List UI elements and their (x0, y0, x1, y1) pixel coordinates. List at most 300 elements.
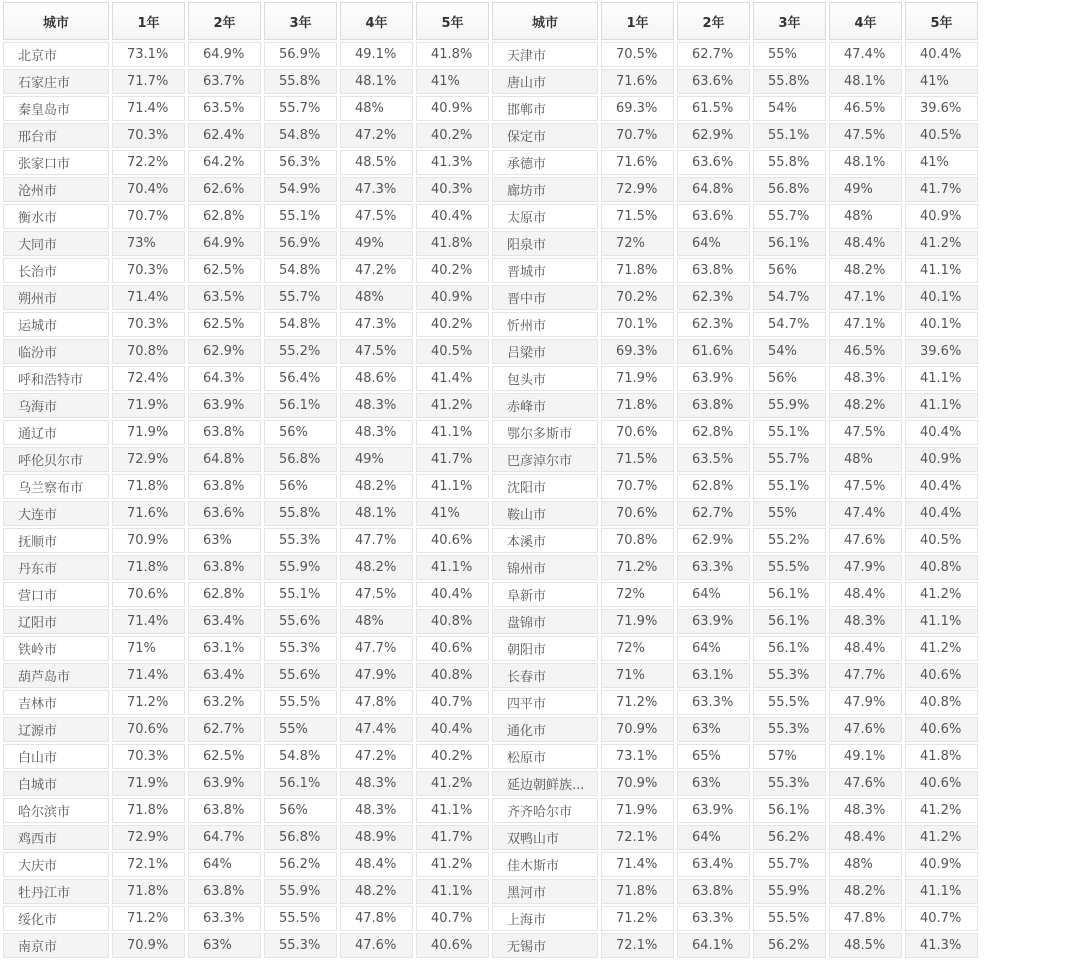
rate-cell: 63.8% (188, 555, 261, 580)
rate-cell: 71.5% (601, 204, 674, 229)
rate-cell: 40.1% (905, 312, 978, 337)
rate-cell: 41.2% (416, 852, 489, 877)
rate-cell: 47.3% (340, 177, 413, 202)
rate-cell: 48.2% (829, 879, 902, 904)
rate-cell: 55.1% (264, 204, 337, 229)
rate-cell: 70.6% (112, 582, 185, 607)
rate-cell: 56.1% (264, 771, 337, 796)
header-year: 3年 (753, 2, 826, 40)
header-row (3, 2, 978, 40)
city-cell: 本溪市 (492, 528, 598, 553)
rate-cell: 72.1% (601, 933, 674, 958)
city-cell: 朝阳市 (492, 636, 598, 661)
rate-cell: 55% (264, 717, 337, 742)
rate-cell: 55% (753, 42, 826, 67)
rate-cell: 70.7% (601, 474, 674, 499)
rate-cell: 48% (340, 285, 413, 310)
rate-cell: 41.3% (905, 933, 978, 958)
rate-cell: 41.2% (416, 771, 489, 796)
rate-cell: 41.2% (905, 582, 978, 607)
city-cell: 阜新市 (492, 582, 598, 607)
rate-cell: 48% (340, 96, 413, 121)
rate-cell: 47.6% (340, 933, 413, 958)
header-year: 4年 (829, 2, 902, 40)
rate-cell: 61.5% (677, 96, 750, 121)
city-cell: 抚顺市 (3, 528, 109, 553)
rate-cell: 40.2% (416, 744, 489, 769)
rate-cell: 41.1% (905, 879, 978, 904)
city-cell: 承德市 (492, 150, 598, 175)
rate-cell: 63.8% (677, 258, 750, 283)
rate-cell: 40.8% (416, 609, 489, 634)
rate-cell: 55.9% (753, 393, 826, 418)
city-cell: 阳泉市 (492, 231, 598, 256)
city-cell: 佳木斯市 (492, 852, 598, 877)
rate-cell: 48.3% (829, 798, 902, 823)
rate-cell: 56.1% (753, 636, 826, 661)
rate-cell: 71.4% (601, 852, 674, 877)
rate-cell: 56.1% (753, 231, 826, 256)
rate-cell: 63% (677, 717, 750, 742)
rate-cell: 62.7% (677, 42, 750, 67)
rate-cell: 55.7% (753, 852, 826, 877)
rate-cell: 63.3% (677, 690, 750, 715)
rate-cell: 61.6% (677, 339, 750, 364)
table-row (3, 69, 978, 94)
city-cell: 乌兰察布市 (3, 474, 109, 499)
rate-cell: 54.8% (264, 312, 337, 337)
rate-cell: 48.6% (340, 366, 413, 391)
city-cell: 衡水市 (3, 204, 109, 229)
rate-cell: 71.8% (112, 879, 185, 904)
city-cell: 天津市 (492, 42, 598, 67)
header-year: 1年 (112, 2, 185, 40)
rate-cell: 49% (829, 177, 902, 202)
rate-cell: 40.9% (416, 96, 489, 121)
rate-cell: 41.2% (905, 798, 978, 823)
rate-cell: 47.7% (340, 636, 413, 661)
rate-cell: 55.8% (753, 150, 826, 175)
city-cell: 通化市 (492, 717, 598, 742)
rate-cell: 55.1% (753, 420, 826, 445)
rate-cell: 47.4% (829, 501, 902, 526)
header-year: 5年 (416, 2, 489, 40)
rate-cell: 69.3% (601, 339, 674, 364)
rate-cell: 72.4% (112, 366, 185, 391)
rate-cell: 47.9% (829, 690, 902, 715)
rate-cell: 55.7% (264, 285, 337, 310)
rate-cell: 71.9% (112, 420, 185, 445)
rate-cell: 48.4% (829, 636, 902, 661)
rate-cell: 70.8% (601, 528, 674, 553)
rate-cell: 48.1% (340, 501, 413, 526)
rate-cell: 64% (677, 582, 750, 607)
table-row (3, 555, 978, 580)
rate-cell: 41.7% (416, 825, 489, 850)
rate-cell: 63.6% (188, 501, 261, 526)
city-cell: 大同市 (3, 231, 109, 256)
city-cell: 盘锦市 (492, 609, 598, 634)
rate-cell: 55.1% (753, 474, 826, 499)
city-cell: 晋中市 (492, 285, 598, 310)
rate-cell: 48.2% (340, 879, 413, 904)
rate-cell: 40.6% (416, 528, 489, 553)
rate-cell: 71% (112, 636, 185, 661)
rate-cell: 62.8% (677, 420, 750, 445)
table-row (3, 501, 978, 526)
rate-cell: 63.9% (677, 366, 750, 391)
city-cell: 唐山市 (492, 69, 598, 94)
table-row (3, 933, 978, 958)
rate-cell: 70.3% (112, 258, 185, 283)
rate-cell: 71.4% (112, 609, 185, 634)
city-cell: 晋城市 (492, 258, 598, 283)
rate-cell: 41.2% (416, 393, 489, 418)
rate-cell: 71.9% (112, 771, 185, 796)
table-row (3, 825, 978, 850)
table-row (3, 96, 978, 121)
rate-cell: 62.7% (677, 501, 750, 526)
rate-cell: 55.6% (264, 663, 337, 688)
rate-cell: 55.6% (264, 609, 337, 634)
rate-cell: 63.9% (188, 393, 261, 418)
rate-cell: 48.4% (829, 582, 902, 607)
rate-cell: 64.7% (188, 825, 261, 850)
rate-cell: 71.2% (601, 690, 674, 715)
rate-cell: 46.5% (829, 339, 902, 364)
rate-cell: 41.8% (416, 231, 489, 256)
table-row (3, 663, 978, 688)
rate-cell: 63% (188, 933, 261, 958)
city-cell: 黑河市 (492, 879, 598, 904)
rate-cell: 49.1% (829, 744, 902, 769)
rate-cell: 48.3% (829, 609, 902, 634)
city-cell: 延边朝鲜族... (492, 771, 598, 796)
rate-cell: 63.5% (188, 285, 261, 310)
rate-cell: 41.7% (905, 177, 978, 202)
rate-cell: 72% (601, 231, 674, 256)
rate-cell: 40.5% (416, 339, 489, 364)
rate-cell: 47.1% (829, 312, 902, 337)
rate-cell: 47.7% (340, 528, 413, 553)
city-cell: 邢台市 (3, 123, 109, 148)
city-cell: 邯郸市 (492, 96, 598, 121)
rate-cell: 40.9% (905, 204, 978, 229)
city-cell: 临汾市 (3, 339, 109, 364)
rate-cell: 70.9% (601, 717, 674, 742)
rate-cell: 47.8% (340, 690, 413, 715)
rate-cell: 40.7% (416, 906, 489, 931)
rate-cell: 63.9% (677, 798, 750, 823)
city-cell: 绥化市 (3, 906, 109, 931)
rate-cell: 55.8% (264, 501, 337, 526)
rate-cell: 62.3% (677, 285, 750, 310)
rate-cell: 71.2% (112, 906, 185, 931)
rate-cell: 55.9% (264, 879, 337, 904)
rate-cell: 47.5% (829, 474, 902, 499)
table-row (3, 717, 978, 742)
rate-cell: 40.9% (905, 447, 978, 472)
rate-cell: 39.6% (905, 96, 978, 121)
rate-cell: 55.7% (753, 447, 826, 472)
rate-cell: 39.6% (905, 339, 978, 364)
rate-cell: 63.5% (188, 96, 261, 121)
rate-cell: 47.4% (829, 42, 902, 67)
table-row (3, 582, 978, 607)
rate-cell: 71.8% (601, 258, 674, 283)
rate-cell: 56.1% (264, 393, 337, 418)
rate-cell: 40.2% (416, 123, 489, 148)
rate-cell: 48.2% (829, 258, 902, 283)
rate-cell: 71.4% (112, 96, 185, 121)
table-row (3, 285, 978, 310)
rate-cell: 56.2% (753, 933, 826, 958)
rate-cell: 55.8% (753, 69, 826, 94)
rate-cell: 56% (264, 798, 337, 823)
table-row (3, 393, 978, 418)
city-cell: 锦州市 (492, 555, 598, 580)
rate-cell: 72.9% (601, 177, 674, 202)
rate-cell: 54.9% (264, 177, 337, 202)
rate-cell: 49% (340, 231, 413, 256)
city-cell: 吉林市 (3, 690, 109, 715)
rate-cell: 70.2% (601, 285, 674, 310)
rate-cell: 71.8% (112, 798, 185, 823)
rate-cell: 64% (188, 852, 261, 877)
rate-cell: 40.4% (905, 42, 978, 67)
rate-cell: 70.3% (112, 123, 185, 148)
rate-cell: 72.9% (112, 825, 185, 850)
city-cell: 四平市 (492, 690, 598, 715)
city-cell: 白城市 (3, 771, 109, 796)
rate-cell: 63% (188, 528, 261, 553)
rate-cell: 48% (829, 447, 902, 472)
rate-cell: 64.9% (188, 42, 261, 67)
rate-cell: 40.9% (905, 852, 978, 877)
rate-cell: 47.5% (829, 420, 902, 445)
city-cell: 通辽市 (3, 420, 109, 445)
rate-cell: 40.9% (416, 285, 489, 310)
rate-cell: 40.5% (905, 528, 978, 553)
city-cell: 齐齐哈尔市 (492, 798, 598, 823)
rate-cell: 63.1% (677, 663, 750, 688)
rate-cell: 56.8% (264, 447, 337, 472)
rate-cell: 62.4% (188, 123, 261, 148)
rate-cell: 70.6% (601, 501, 674, 526)
rate-cell: 62.9% (188, 339, 261, 364)
city-cell: 上海市 (492, 906, 598, 931)
rate-cell: 70.6% (601, 420, 674, 445)
rate-cell: 70.6% (112, 717, 185, 742)
rate-cell: 41% (905, 150, 978, 175)
rate-cell: 40.2% (416, 312, 489, 337)
table-row (3, 312, 978, 337)
rate-cell: 48.3% (829, 366, 902, 391)
rate-cell: 71.8% (601, 393, 674, 418)
rate-cell: 48.2% (340, 555, 413, 580)
rate-cell: 70.7% (601, 123, 674, 148)
rate-cell: 48.4% (829, 231, 902, 256)
rate-cell: 57% (753, 744, 826, 769)
rate-cell: 49% (340, 447, 413, 472)
rate-cell: 62.5% (188, 258, 261, 283)
rate-cell: 40.6% (416, 933, 489, 958)
rate-cell: 70.9% (112, 528, 185, 553)
rate-cell: 63.3% (677, 906, 750, 931)
table-row (3, 204, 978, 229)
rate-cell: 71.7% (112, 69, 185, 94)
rate-cell: 55.3% (264, 528, 337, 553)
rate-cell: 54.7% (753, 312, 826, 337)
rate-cell: 47.8% (340, 906, 413, 931)
rate-cell: 70.3% (112, 312, 185, 337)
rate-cell: 48.1% (340, 69, 413, 94)
rate-cell: 71.9% (601, 609, 674, 634)
city-cell: 秦皇岛市 (3, 96, 109, 121)
rate-cell: 70.5% (601, 42, 674, 67)
rate-cell: 73% (112, 231, 185, 256)
rate-cell: 65% (677, 744, 750, 769)
rate-cell: 64% (677, 636, 750, 661)
rate-cell: 63.9% (188, 771, 261, 796)
city-cell: 无锡市 (492, 933, 598, 958)
rate-cell: 54.8% (264, 258, 337, 283)
rate-cell: 63.4% (188, 609, 261, 634)
city-cell: 朔州市 (3, 285, 109, 310)
rate-cell: 70.8% (112, 339, 185, 364)
table-row (3, 852, 978, 877)
rate-cell: 41.1% (416, 798, 489, 823)
city-cell: 哈尔滨市 (3, 798, 109, 823)
header-year: 3年 (264, 2, 337, 40)
city-cell: 鸡西市 (3, 825, 109, 850)
rate-cell: 56.1% (753, 609, 826, 634)
rate-cell: 56.8% (264, 825, 337, 850)
rate-cell: 55.2% (753, 528, 826, 553)
rate-cell: 54% (753, 96, 826, 121)
city-cell: 沧州市 (3, 177, 109, 202)
rate-cell: 56.1% (753, 582, 826, 607)
rate-cell: 64.9% (188, 231, 261, 256)
rate-cell: 40.4% (416, 717, 489, 742)
rate-cell: 41.8% (416, 42, 489, 67)
rate-cell: 55.5% (264, 690, 337, 715)
rate-cell: 62.9% (677, 528, 750, 553)
table-row (3, 879, 978, 904)
rate-cell: 63.8% (188, 420, 261, 445)
header-city: 城市 (3, 2, 109, 40)
city-cell: 鞍山市 (492, 501, 598, 526)
rate-cell: 54% (753, 339, 826, 364)
rate-cell: 41.2% (905, 231, 978, 256)
rate-cell: 64.2% (188, 150, 261, 175)
city-cell: 南京市 (3, 933, 109, 958)
rate-cell: 40.6% (905, 663, 978, 688)
rate-cell: 40.7% (416, 690, 489, 715)
table-row (3, 42, 978, 67)
rate-cell: 41% (416, 69, 489, 94)
rate-cell: 41% (905, 69, 978, 94)
city-cell: 赤峰市 (492, 393, 598, 418)
rate-cell: 40.8% (416, 663, 489, 688)
rate-cell: 41.1% (905, 609, 978, 634)
rate-cell: 62.5% (188, 744, 261, 769)
rate-cell: 72.2% (112, 150, 185, 175)
rate-cell: 55.1% (753, 123, 826, 148)
rate-cell: 62.6% (188, 177, 261, 202)
city-cell: 廊坊市 (492, 177, 598, 202)
rate-cell: 63.6% (677, 150, 750, 175)
rate-cell: 56.9% (264, 42, 337, 67)
rate-cell: 55.3% (264, 933, 337, 958)
rate-cell: 63.6% (677, 69, 750, 94)
header-year: 2年 (677, 2, 750, 40)
city-cell: 呼伦贝尔市 (3, 447, 109, 472)
table-row (3, 123, 978, 148)
rate-cell: 72.1% (112, 852, 185, 877)
city-cell: 忻州市 (492, 312, 598, 337)
table-row (3, 744, 978, 769)
rate-cell: 55.3% (753, 663, 826, 688)
rate-cell: 63.8% (188, 474, 261, 499)
rate-cell: 40.2% (416, 258, 489, 283)
table-row (3, 771, 978, 796)
rate-cell: 72.1% (601, 825, 674, 850)
table-row (3, 636, 978, 661)
table-row (3, 798, 978, 823)
city-cell: 太原市 (492, 204, 598, 229)
table-row (3, 420, 978, 445)
rate-cell: 62.9% (677, 123, 750, 148)
rate-cell: 56.8% (753, 177, 826, 202)
rate-cell: 41.2% (905, 636, 978, 661)
rate-cell: 70.3% (112, 744, 185, 769)
rate-cell: 64.3% (188, 366, 261, 391)
city-cell: 铁岭市 (3, 636, 109, 661)
rate-cell: 71.5% (601, 447, 674, 472)
rate-cell: 71.9% (601, 798, 674, 823)
header-year: 4年 (340, 2, 413, 40)
rate-cell: 63.6% (677, 204, 750, 229)
rate-cell: 69.3% (601, 96, 674, 121)
rate-cell: 40.4% (905, 420, 978, 445)
rate-cell: 47.5% (829, 123, 902, 148)
rate-cell: 55.2% (264, 339, 337, 364)
rate-cell: 48.3% (340, 420, 413, 445)
city-cell: 沈阳市 (492, 474, 598, 499)
city-cell: 辽源市 (3, 717, 109, 742)
rate-cell: 55.5% (753, 555, 826, 580)
rate-cell: 71.2% (601, 555, 674, 580)
rate-cell: 72.9% (112, 447, 185, 472)
rate-cell: 63.2% (188, 690, 261, 715)
rate-cell: 40.5% (905, 123, 978, 148)
rate-cell: 47.2% (340, 744, 413, 769)
rate-cell: 41.1% (416, 420, 489, 445)
rate-cell: 55.9% (264, 555, 337, 580)
rate-cell: 63.9% (677, 609, 750, 634)
table-row (3, 447, 978, 472)
rate-cell: 48.2% (829, 393, 902, 418)
rate-cell: 40.4% (416, 582, 489, 607)
header-year: 1年 (601, 2, 674, 40)
rate-cell: 55.3% (753, 717, 826, 742)
city-cell: 辽阳市 (3, 609, 109, 634)
rate-cell: 41.4% (416, 366, 489, 391)
city-cell: 大庆市 (3, 852, 109, 877)
rate-cell: 56% (264, 420, 337, 445)
rate-cell: 48.1% (829, 69, 902, 94)
